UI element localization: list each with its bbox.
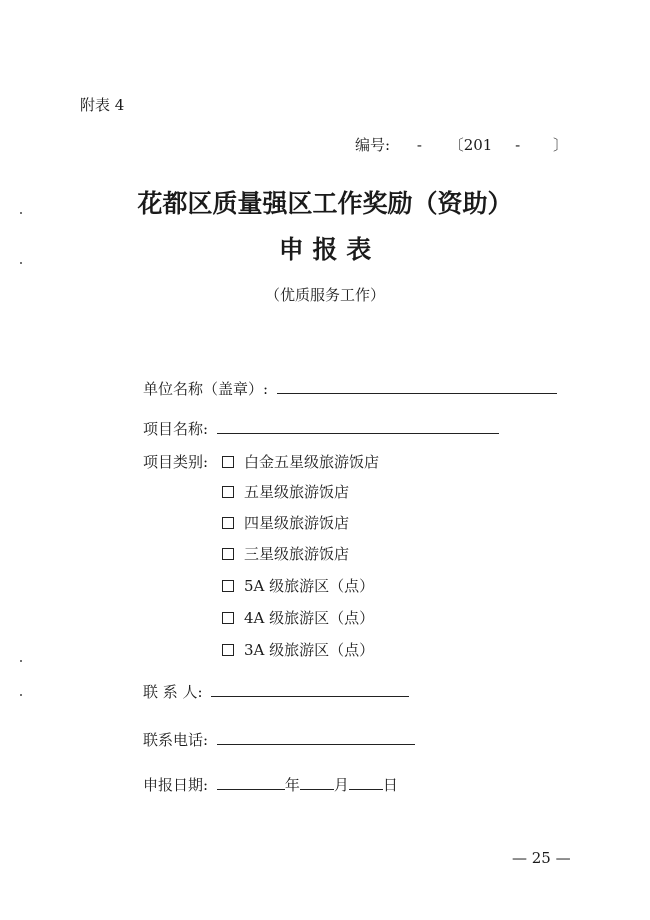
category-option[interactable] (222, 575, 374, 596)
checkbox[interactable] (222, 612, 234, 624)
category-option-label: 四星级旅游饭店 (244, 514, 350, 532)
unit-name-blank[interactable] (277, 392, 557, 394)
category-option-label: 五星级旅游饭店 (244, 483, 350, 501)
contact-person-field[interactable] (143, 681, 409, 702)
date-field[interactable] (143, 774, 398, 795)
serial-label: 编号: (355, 136, 391, 154)
project-name-field[interactable] (143, 418, 499, 439)
checkbox[interactable] (222, 548, 234, 560)
serial-dash: - (515, 136, 521, 154)
category-option[interactable] (222, 607, 374, 628)
month-blank[interactable] (300, 788, 334, 790)
unit-name-field[interactable] (143, 378, 557, 399)
contact-person-blank[interactable] (211, 695, 409, 697)
contact-phone-label: 联系电话: (143, 731, 209, 749)
document-title-form: 申 报 表 (278, 235, 372, 264)
year-label: 年 (284, 776, 300, 794)
checkbox[interactable] (222, 486, 234, 498)
day-blank[interactable] (349, 788, 383, 790)
document-title: 花都区质量强区工作奖励（资助） (137, 189, 513, 218)
category-option[interactable] (222, 451, 379, 472)
category-option-label: 4A 级旅游区（点） (244, 609, 375, 627)
document-subtitle: （优质服务工作） (264, 286, 385, 304)
category-option-label: 5A 级旅游区（点） (244, 577, 375, 595)
checkbox[interactable] (222, 456, 234, 468)
checkbox[interactable] (222, 580, 234, 592)
checkbox[interactable] (222, 517, 234, 529)
serial-dash: - (416, 136, 422, 154)
date-label: 申报日期: (143, 776, 209, 794)
page-number: — 25 — (512, 849, 571, 867)
contact-phone-blank[interactable] (217, 743, 415, 745)
category-option[interactable] (222, 481, 349, 502)
attachment-label: 附表 4 (80, 96, 125, 114)
category-option[interactable] (222, 543, 349, 564)
project-name-label: 项目名称: (143, 420, 209, 438)
category-option[interactable] (222, 512, 349, 533)
project-name-blank[interactable] (217, 432, 499, 434)
contact-person-label: 联 系 人: (143, 683, 203, 701)
contact-phone-field[interactable] (143, 729, 415, 750)
checkbox[interactable] (222, 644, 234, 656)
category-option-label: 白金五星级旅游饭店 (244, 453, 380, 471)
serial-year: 〔201 (448, 136, 493, 154)
serial-bracket-close: 〕 (552, 136, 568, 154)
unit-name-label: 单位名称（盖章）: (143, 380, 269, 398)
category-option-label: 3A 级旅游区（点） (244, 641, 375, 659)
month-label: 月 (333, 776, 349, 794)
day-label: 日 (382, 776, 398, 794)
serial-number (355, 134, 568, 155)
year-blank[interactable] (217, 788, 285, 790)
project-category-label: 项目类别: (143, 453, 209, 471)
category-option[interactable] (222, 639, 374, 660)
category-option-label: 三星级旅游饭店 (244, 545, 350, 563)
